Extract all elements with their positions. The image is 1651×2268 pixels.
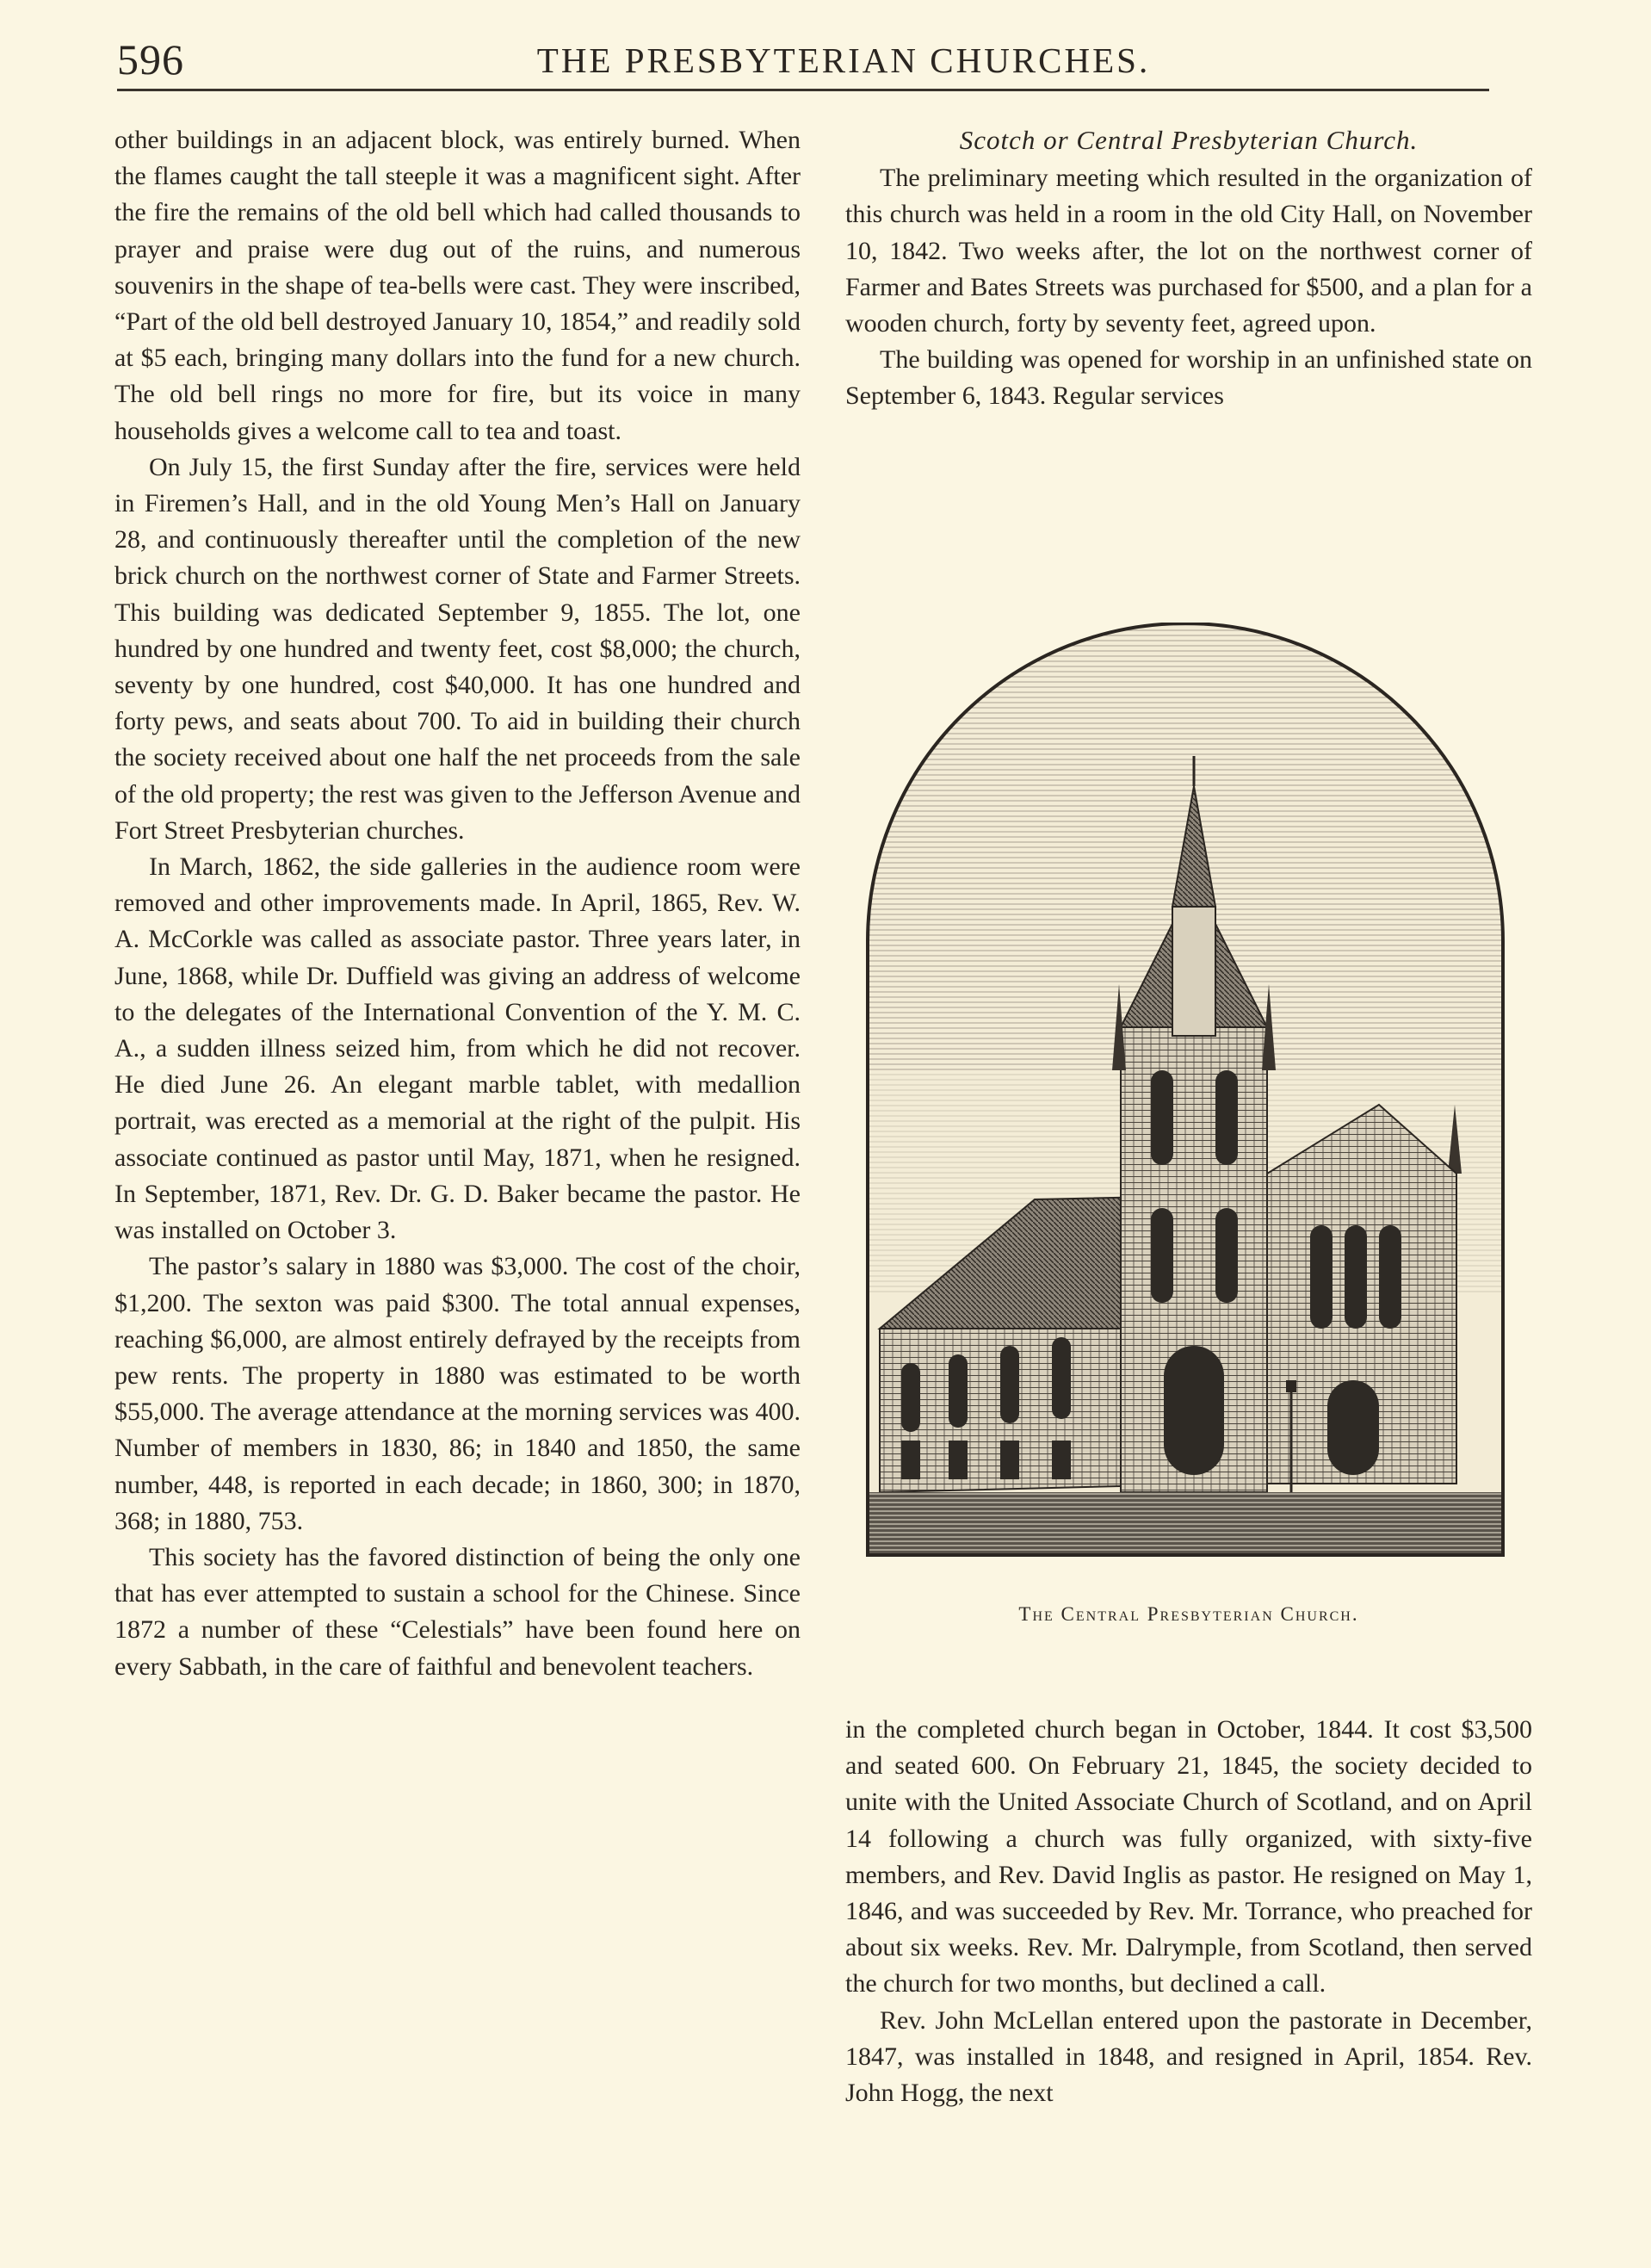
paragraph: The building was opened for worship in an unfinished state on September 6, 1843. Regular services — [845, 345, 1532, 411]
section-heading: Scotch or Central Presbyterian Church. — [959, 125, 1419, 155]
paragraph: In March, 1862, the side galleries in the audience room were removed and other improvements made. In April, 1865, Rev. W. A. McCorkle was called as associate pastor. Three years later, in June, 1868, while Dr. Duffield was giving an address of welcome to the delegates of the International Convention of the Y. M. C. A., a sudden illness seized him, from which he did not recover. He died June 26. An elegant marble tablet, with medallion portrait, was erected as a memorial at the right of the pulpit. His associate continued as pastor until May, 1871, when he resigned. In September, 1871, Rev. Dr. G. D. Baker became the pastor. He was installed on October 3. — [114, 852, 801, 1245]
running-title: THE PRESBYTERIAN CHURCHES. — [536, 40, 1151, 80]
paragraph: On July 15, the first Sunday after the fire, services were held in Firemen’s Hall, and in the old Young Men’s Hall on January 28, and continuously thereafter until the completion of the new brick church on the northwest corner of State and Farmer Streets. This building was dedicated September 9, 1855. The lot, one hundred by one hundred and twenty feet, cost $8,000; the church, seventy by one hundred, cost $40,000. It has one hundred and forty pews, and seats about 700. To aid in building their church the society received about one half the net proceeds from the sale of the old property; the rest was given to the Jefferson Avenue and Fort Street Presbyterian churches. — [114, 452, 801, 845]
paragraph: in the completed church began in October, 1844. It cost $3,500 and seated 600. On February 21, 1845, the society decided to unite with the United Associate Church of Scotland, and on April 14 following a church was fully organized, with sixty-five members, and Rev. David Inglis as pastor. He resigned on May 1, 1846, and was succeeded by Rev. Mr. Torrance, who preached for about six weeks. Rev. Mr. Dalrymple, from Scotland, then served the church for two months, but declined a call. — [845, 1715, 1532, 1998]
page-number: 596 — [117, 35, 184, 84]
paragraph: The preliminary meeting which resulted in the organization of this church was held in a room in the old City Hall, on November 10, 1842. Two weeks after, the lot on the northwest corner of Farmer and Bates Streets was purchased for $500, and a plan for a wooden church, forty by seventy feet, agreed upon. — [845, 164, 1532, 338]
paragraph: Rev. John McLellan entered upon the pastorate in December, 1847, was installed in 1848, and resigned in April, 1854. Rev. John Hogg, the next — [845, 2005, 1532, 2108]
right-column-bottom — [845, 1712, 1532, 2111]
paragraph: This society has the favored distinction of being the only one that has ever attempted to sustain a school for the Chinese. Since 1872 a number of these “Celestials” have been found here on every Sabbath, in the care of faithful and benevolent teachers. — [114, 1542, 801, 1681]
figure-caption: The Central Presbyterian Church. — [1018, 1603, 1359, 1625]
header-rule — [117, 89, 1489, 91]
right-column-top — [845, 122, 1532, 415]
church-illustration — [863, 623, 1508, 1558]
church-engraving — [863, 623, 1508, 1558]
paragraph: The pastor’s salary in 1880 was $3,000. The cost of the choir, $1,200. The sexton was paid $300. The total annual expenses, reaching $6,000, are almost entirely defrayed by the receipts from pew rents. The property in 1880 was estimated to be worth $55,000. The average attendance at the morning services was 400. Number of members in 1830, 86; in 1840 and 1850, the same number, 448, is reported in each decade; in 1860, 300; in 1870, 368; in 1880, 753. — [114, 1252, 801, 1535]
paragraph: other buildings in an adjacent block, was entirely burned. When the flames caught the tall steeple it was a magnificent sight. After the fire the remains of the old bell which had called thousands to prayer and praise were dug out of the ruins, and numerous souvenirs in the shape of tea-bells were cast. They were inscribed, “Part of the old bell destroyed January 10, 1854,” and readily sold at $5 each, bringing many dollars into the fund for a new church. The old bell rings no more for fire, but its voice in many households gives a welcome call to tea and toast. — [114, 126, 801, 445]
left-column — [114, 122, 801, 1685]
